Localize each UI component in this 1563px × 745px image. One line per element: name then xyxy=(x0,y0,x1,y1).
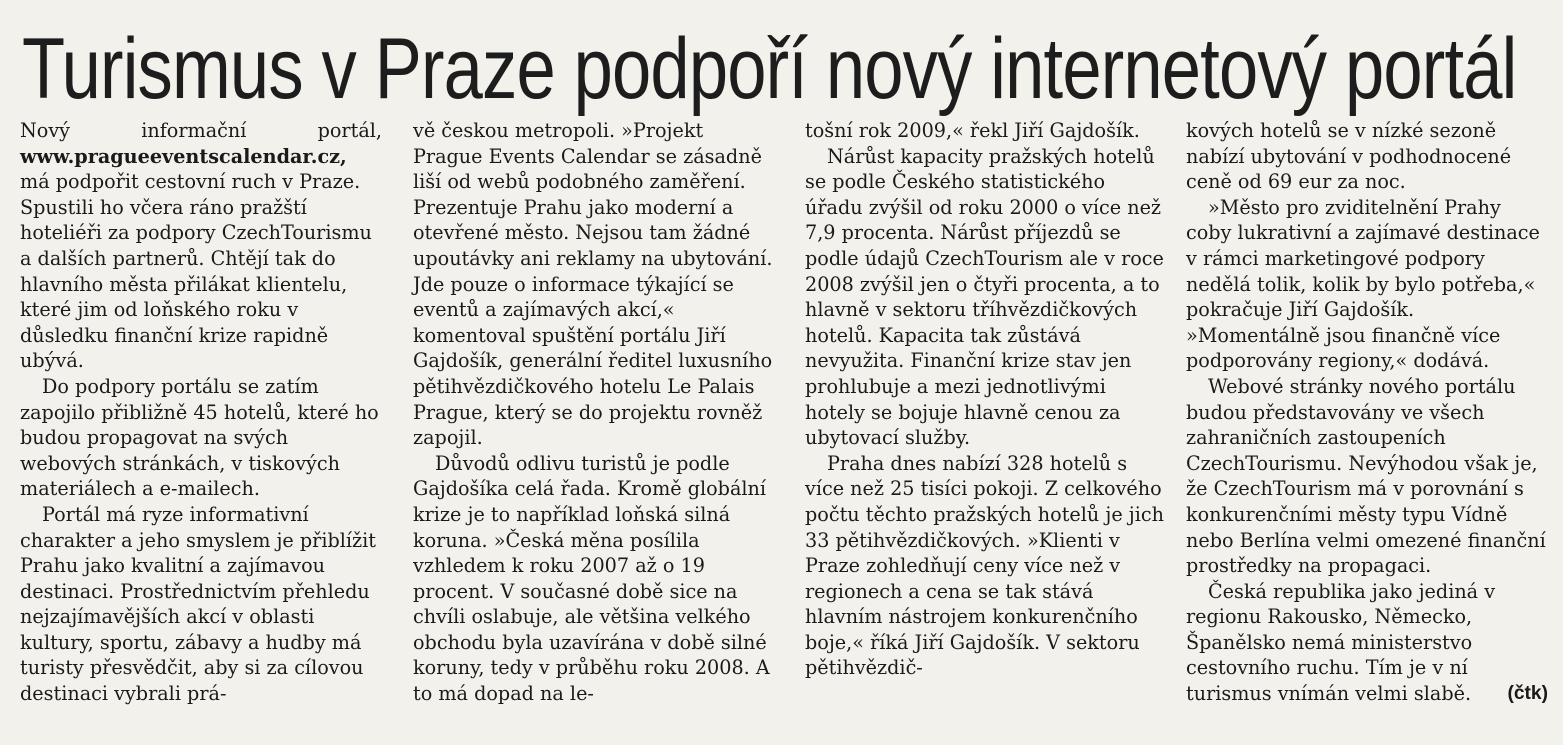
paragraph: vě českou metropoli. »Projekt Prague Events Calendar se zásadně liší od webů podobného zaměření. Prezentuje Prahu jako moderní a otevřené město. Nejsou tam žádné upoutávky ani reklamy na ubytování. Jde pouze o informace týkající se eventů a zajímavých akcí,« komentoval spuštění portálu Jiří Gajdošík, generální ředitel luxusního pětihvězdičkového hotelu Le Palais Prague, který se do projektu rovněž zapojil. xyxy=(413,119,773,450)
portal-url: www.pragueeventscalendar.cz, xyxy=(20,144,347,168)
headline: Turismus v Praze podpoří nový internetový portál xyxy=(22,21,1517,117)
paragraph: Praha dnes nabízí 328 hotelů s více než 25 tisíci pokoji. Z celkového počtu těchto pražských hotelů je jich 33 pětihvězdičkových. »Klienti v Praze zohledňují ceny více než v regionech a cena se tak stává hlavním nástrojem konkurenčního boje,« říká Jiří Gajdošík. V sektoru pětihvězdič- xyxy=(805,451,1164,680)
byline: (čtk) xyxy=(1507,683,1548,705)
paragraph: Webové stránky nového portálu budou představovány ve všech zahraničních zastoupeních CzechTourismu. Nevýhodou však je, že CzechTourism má v porovnání s konkurenčními městy typu Vídně nebo Berlína velmi omezené finanční prostředky na propagaci. xyxy=(1186,374,1546,578)
article-column-2 xyxy=(413,118,775,707)
paragraph: má podpořit cestovní ruch v Praze. Spustili ho včera ráno pražští hoteliéři za podpory CzechTourismu a dalších partnerů. Chtějí tak do hlavního města přilákat klientelu, které jim od loňského roku v důsledku finanční krize rapidně ubývá. xyxy=(20,170,372,373)
paragraph-intro-line: Nový informační portál, xyxy=(20,119,382,142)
paragraph: kových hotelů se v nízké sezoně nabízí ubytování v podhodnocené ceně od 69 eur za noc. xyxy=(1186,119,1512,194)
paragraph: Portál má ryze informativní charakter a jeho smyslem je přiblížit Prahu jako kvalitní a zajímavou destinaci. Prostřednictvím přehledu nejzajímavějších akcí v oblasti kultury, sportu, zábavy a hudby má turisty přesvědčit, aby si za cílovou destinaci vybrali prá- xyxy=(20,502,376,706)
paragraph: Nárůst kapacity pražských hotelů se podle Českého statistického úřadu zvýšil od roku 2000 o více než 7,9 procenta. Nárůst příjezdů se podle údajů CzechTourism ale v roce 2008 zvýšil jen o čtyři procenta, a to hlavně v sektoru tříhvězdičkových hotelů. Kapacita tak zůstává nevyužita. Finanční krize stav jen prohlubuje a mezi jednotlivými hotely se bojuje hlavně cenou za ubytovací služby. xyxy=(805,144,1164,450)
paragraph: »Město pro zviditelnění Prahy coby lukrativní a zajímavé destinace v rámci marketingové podpory nedělá tolik, kolik by bylo potřeba,« pokračuje Jiří Gajdošík. »Momentálně jsou finančně více podporovány regiony,« dodává. xyxy=(1186,195,1540,373)
article-column-4 xyxy=(1186,118,1548,707)
article-column-1 xyxy=(20,118,382,707)
paragraph: Důvodů odlivu turistů je podle Gajdošíka celá řada. Kromě globální krize je to například loňská silná koruna. »Česká měna posílila vzhledem k roku 2007 až o 19 procent. V současné době sice na chvíli oslabuje, ale většina velkého obchodu byla uzavírána v době silné koruny, tedy v průběhu roku 2008. A to má dopad na le- xyxy=(413,451,770,706)
paragraph-final xyxy=(1186,579,1548,707)
article-column-3 xyxy=(805,118,1167,681)
paragraph: Do podpory portálu se zatím zapojilo přibližně 45 hotelů, které ho budou propagovat na svých webových stránkách, v tiskových materiálech a e-mailech. xyxy=(20,374,379,501)
paragraph: tošní rok 2009,« řekl Jiří Gajdošík. xyxy=(805,119,1140,142)
paragraph-text: Česká republika jako jediná v regionu Rakousko, Německo, Španělsko nemá ministerstvo cestovního ruchu. Tím je v ní turismus vnímán velmi slabě. xyxy=(1186,579,1496,706)
